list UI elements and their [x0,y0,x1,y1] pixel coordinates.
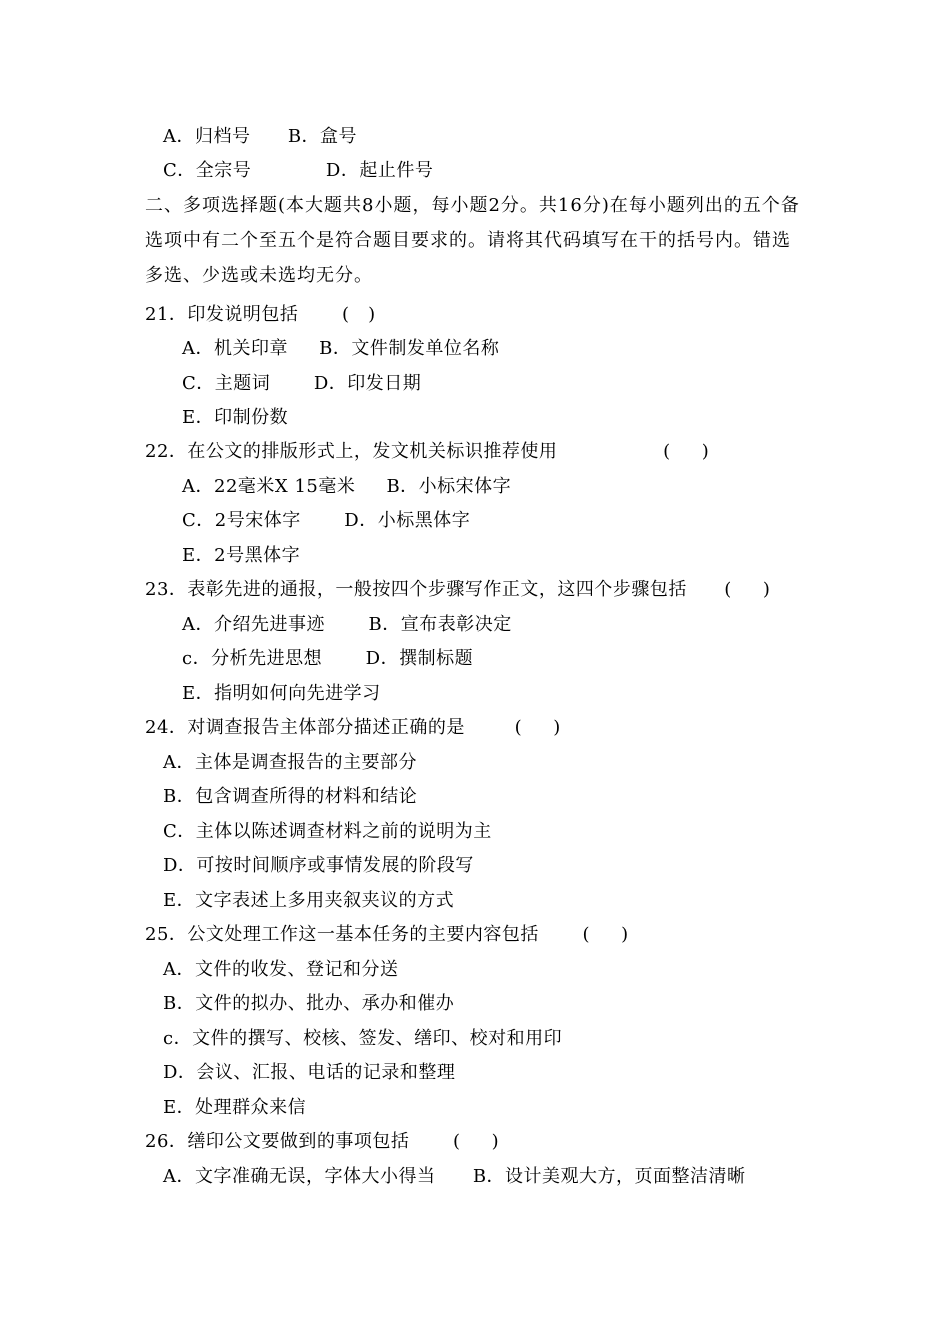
question-24-option-line: B．包含调查所得的材料和结论 [163,786,418,807]
section-heading-line-3: 多选、少选或未选均无分。 [145,265,373,286]
question-22-option-line: A．22毫米X 15毫米 B．小标宋体字 [182,476,512,497]
prev-question-options-line-1: A．归档号 B．盒号 [163,126,358,147]
question-24-option-line: E．文字表述上多用夹叙夹议的方式 [163,890,455,911]
question-23-option-line: c．分析先进思想 D．撰制标题 [182,648,474,669]
question-23-option-line: E．指明如何向先进学习 [182,683,381,704]
question-21-option-line: C．主题词 D．印发日期 [182,373,422,394]
question-25-stem: 25．公文处理工作这一基本任务的主要内容包括 ( ) [145,924,629,945]
question-24-option-line: A．主体是调查报告的主要部分 [163,752,417,773]
section-heading-line-1: 二、多项选择题(本大题共8小题，每小题2分。共16分)在每小题列出的五个备 [145,195,800,216]
question-22-stem: 22．在公文的排版形式上，发文机关标识推荐使用 ( ) [145,441,710,462]
question-24-option-line: C．主体以陈述调查材料之前的说明为主 [163,821,492,842]
question-22-option-line: C．2号宋体字 D．小标黑体字 [182,510,471,531]
question-22-option-line: E．2号黑体字 [182,545,301,566]
question-23-stem: 23．表彰先进的通报，一般按四个步骤写作正文，这四个步骤包括 ( ) [145,579,771,600]
question-25-option-line: B．文件的拟办、批办、承办和催办 [163,993,455,1014]
question-25-option-line: D．会议、汇报、电话的记录和整理 [163,1062,456,1083]
question-26-stem: 26．缮印公文要做到的事项包括 ( ) [145,1131,500,1152]
question-23-option-line: A．介绍先进事迹 B．宣布表彰决定 [182,614,512,635]
question-21-option-line: E．印制份数 [182,407,289,428]
question-24-stem: 24．对调查报告主体部分描述正确的是 ( ) [145,717,561,738]
question-25-option-line: c．文件的撰写、校核、签发、缮印、校对和用印 [163,1028,563,1049]
section-heading-line-2: 选项中有二个至五个是符合题目要求的。请将其代码填写在干的括号内。错选 [145,230,791,251]
question-25-option-line: A．文件的收发、登记和分送 [163,959,399,980]
question-26-option-line: A．文字准确无误，字体大小得当 B．设计美观大方，页面整洁清晰 [163,1166,746,1187]
question-21-stem: 21．印发说明包括 ( ) [145,304,376,325]
question-21-option-line: A．机关印章 B．文件制发单位名称 [182,338,500,359]
question-25-option-line: E．处理群众来信 [163,1097,307,1118]
prev-question-options-line-2: C．全宗号 D．起止件号 [163,160,434,181]
question-24-option-line: D．可按时间顺序或事情发展的阶段写 [163,855,474,876]
